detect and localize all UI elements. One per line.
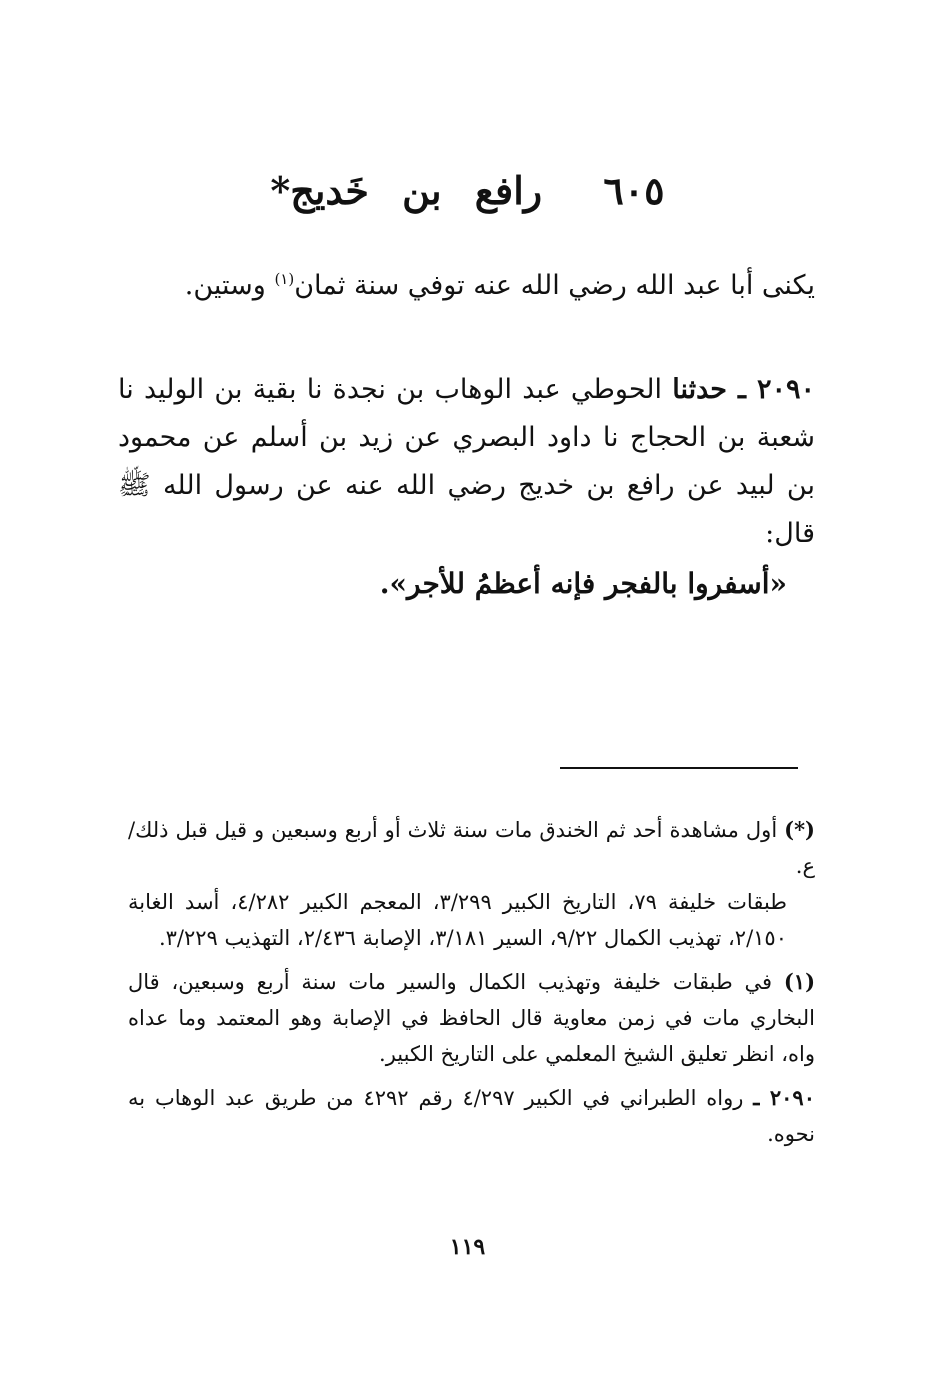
- footnote-marker: (١): [783, 969, 815, 994]
- footnote-divider: [560, 767, 798, 769]
- hadith-paragraph: [118, 366, 815, 608]
- footnote-text: رواه الطبراني في الكبير ٤/٢٩٧ رقم ٤٢٩٢ من طريق عبد الوهاب به نحوه.: [128, 1086, 815, 1146]
- footnote-reference[interactable]: (١): [274, 270, 295, 288]
- intro-text-end: وستين.: [184, 270, 275, 301]
- intro-text: يكنى أبا عبد الله رضي الله عنه توفي سنة ثمان: [294, 270, 815, 301]
- hadith-lead-word: حدثنا: [672, 374, 727, 405]
- footnotes: [128, 812, 815, 1160]
- footnote-text: أول مشاهدة أحد ثم الخندق مات سنة ثلاث أو أربع وسبعين و قيل قبل ذلك/ع.: [128, 818, 815, 878]
- footnote-item: [128, 964, 815, 1072]
- footnote-text: في طبقات خليفة وتهذيب الكمال والسير مات سنة أربع وسبعين، قال البخاري مات في زمن معاوية قال الحافظ في الإصابة وهو المعتمد وما عداه واه، انظر تعليق الشيخ المعلمي على التاريخ الكبير.: [128, 970, 815, 1066]
- intro-paragraph: [130, 262, 815, 310]
- footnote-item: [128, 1080, 815, 1152]
- hadith-number: ٢٠٩٠ ـ: [726, 374, 815, 405]
- hadith-chain: الحوطي عبد الوهاب بن نجدة نا بقية بن الوليد نا شعبة بن الحجاج نا داود البصري عن زيد بن أسلم عن محمود بن لبيد عن رافع بن خديج رضي الله عنه عن رسول الله ﷺ قال:: [118, 374, 815, 549]
- hadith-text: «أسفروا بالفجر فإنه أعظمُ للأجر».: [379, 567, 787, 600]
- footnote-item: [128, 812, 815, 956]
- entry-heading: [0, 168, 935, 213]
- entry-title: رافع بن خَديج*: [270, 168, 543, 213]
- footnote-sources: طبقات خليفة ٧٩، التاريخ الكبير ٣/٢٩٩، المعجم الكبير ٤/٢٨٢، أسد الغابة ٢/١٥٠، تهذيب الكمال ٩/٢٢، السير ٣/١٨١، الإصابة ٢/٤٣٦، التهذيب ٣/٢٢٩.: [128, 890, 787, 950]
- entry-number: ٦٠٥: [603, 168, 665, 213]
- page-number: ١١٩: [449, 1234, 486, 1260]
- footnote-marker: (*): [784, 817, 815, 842]
- footnote-marker: ٢٠٩٠ ـ: [753, 1085, 815, 1110]
